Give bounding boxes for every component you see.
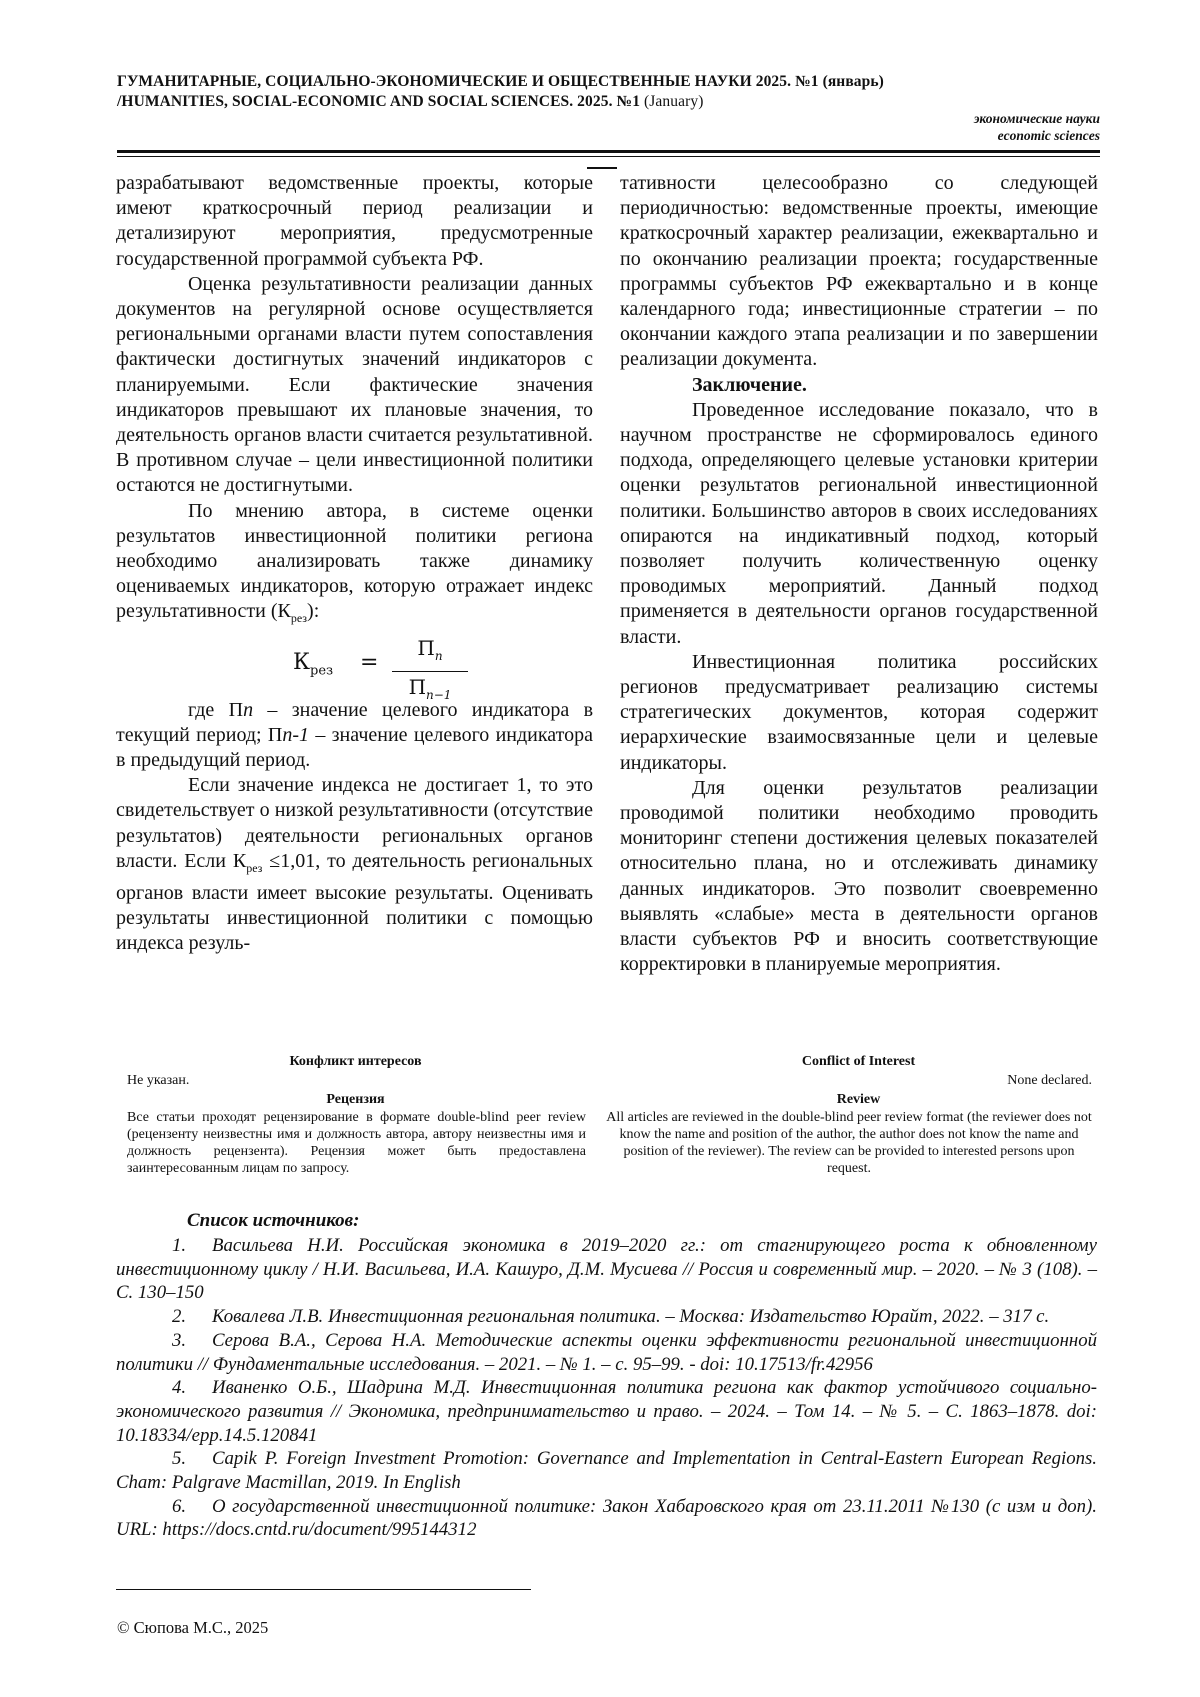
formula-numerator (392, 635, 468, 672)
reference-text: Ковалева Л.В. Инвестиционная региональная политика. – Москва: Издательство Юрайт, 2022. – 317 с. (212, 1306, 1050, 1328)
right-paragraph-4: Для оценки результатов реализации проводимой политики необходимо проводить мониторинг степени достижения целевых показателей относительно плана, но и отслеживать динамику данных индикаторов. Это позволит своевременно выявлять «слабые» места в деятельности органов власти субъектов РФ и вносить соответствующие корректировки в планируемые мероприятия. (620, 776, 1098, 976)
journal-title-ru: ГУМАНИТАРНЫЕ, СОЦИАЛЬНО-ЭКОНОМИЧЕСКИЕ И ОБЩЕСТВЕННЫЕ НАУКИ 2025. №1 (январь) (117, 73, 884, 90)
formula-denominator-symbol: П (408, 674, 427, 699)
formula-denominator (392, 672, 468, 710)
header-rule-thin (117, 156, 1100, 157)
right-column (620, 171, 1098, 978)
reference-item (116, 1234, 1097, 1305)
right-paragraph-2: Проведенное исследование показало, что в научном пространстве не сформировалось единого подхода, определяющего целевые установки критерии оценки результатов региональной инвестиционной политики. Большинство авторов в своих исследованиях опираются на индикативный подход, который позволяет получить количественную оценку проводимых мероприятий. Данный подход применяется в деятельности органов государственной власти. (620, 398, 1098, 648)
column-divider-mark (587, 167, 617, 169)
reference-number: 6. (172, 1495, 187, 1517)
review-ru-title: Рецензия (326, 1092, 385, 1107)
section-tag-en: economic sciences (997, 128, 1100, 143)
reference-text: О государственной инвестиционной политике: Закон Хабаровского края от 23.11.2011 №130 (с изм и доп). URL: https://docs.cntd.ru/document/995144312 (116, 1495, 1097, 1541)
header-rule-thick (117, 150, 1100, 153)
left-paragraph-3-sub: рез (290, 611, 308, 626)
p4-part-c: – значение целевого индикатора в текущий период; П (116, 698, 594, 746)
reference-item (116, 1495, 1097, 1542)
efficiency-index-formula (116, 632, 593, 702)
review-en-title: Review (836, 1092, 881, 1107)
section-tag-ru: экономические науки (973, 111, 1100, 126)
p4-part-e: – значение целевого индикатора в предыдущий период. (116, 723, 593, 772)
formula-numerator-sub: n (434, 648, 443, 663)
p5-part-a: Если значение индекса не достигает 1, то это свидетельствует о низкой результативности (отсутствие результатов) деятельности региональных органов власти. Если К (116, 774, 593, 872)
right-paragraph-1: тативности целесообразно со следующей периодичностью: ведомственные проекты, имеющие краткосрочный характер реализации, ежеквартально и по окончанию реализации проекта; государственные программы субъектов РФ ежеквартально и в конце календарного года; инвестиционные стратегии – по окончании каждого этапа реализации и по завершении реализации документа. (620, 172, 1098, 371)
reference-item (116, 1447, 1097, 1494)
p4-part-b: n (243, 698, 254, 721)
formula-lhs (293, 650, 333, 684)
formula-denominator-sub: n−1 (426, 687, 452, 702)
left-column (116, 171, 593, 957)
reference-number: 3. (172, 1329, 187, 1351)
formula-numerator-symbol: П (417, 635, 435, 660)
left-paragraph-3 (116, 499, 593, 632)
conflict-ru-text: Не указан. (127, 1073, 190, 1088)
conflict-ru-title: Конфликт интересов (289, 1054, 422, 1069)
p4-part-d: n-1 (282, 723, 310, 746)
journal-title (117, 72, 1097, 112)
references-title: Список источников: (187, 1210, 360, 1231)
p5-sub: рез (246, 860, 263, 875)
footnote-rule (116, 1589, 531, 1590)
formula-lhs-symbol: К (293, 649, 311, 675)
section-tag (974, 110, 1100, 144)
journal-title-en-main: /HUMANITIES, SOCIAL-ECONOMIC AND SOCIAL SCIENCES. 2025. №1 (117, 93, 641, 110)
conflict-en-text: None declared. (1007, 1073, 1092, 1088)
reference-item (116, 1376, 1097, 1447)
left-paragraph-2: Оценка результативности реализации данных документов на регулярной основе осуществляется региональными органами власти путем сопоставления фактически достигнутых значений индикаторов с планируемыми. Если фактические значения индикаторов превышают их плановые значения, то деятельность органов власти считается результативной. В противном случае – цели инвестиционной политики остаются не достигнутыми. (116, 272, 593, 497)
review-en-text: All articles are reviewed in the double-blind peer review format (the reviewer does not know the name and position of the author, the author does not know the name and position of the reviewer). The review can be provided to interested persons upon request. (606, 1110, 1092, 1176)
reference-number: 5. (172, 1448, 187, 1470)
left-paragraph-5 (116, 773, 593, 956)
formula-fraction (392, 635, 468, 710)
formula-equals: = (360, 649, 379, 675)
conclusion-heading: Заключение. (692, 373, 807, 396)
reference-text: Иваненко О.Б., Шадрина М.Д. Инвестиционная политика региона как фактор устойчивого социально- экономического развития // Экономика, предпринимательство и право. – 2024. – Том 14. – № 5. – С. 1863–1878. doi: 10.18334/epp.14.5.120841 (116, 1377, 1097, 1446)
journal-title-en-month: (January) (640, 93, 704, 110)
left-paragraph-1: разрабатывают ведомственные проекты, которые имеют краткосрочный период реализации и детализируют мероприятия, предусмотренные государственной программой субъекта РФ. (116, 172, 593, 270)
reference-number: 1. (172, 1235, 187, 1256)
formula-lhs-sub: рез (310, 663, 334, 679)
copyright-notice: © Сюпова М.С., 2025 (117, 1618, 269, 1637)
reference-number: 2. (172, 1306, 187, 1328)
left-paragraph-3-end: ): (307, 600, 320, 623)
reference-item (116, 1329, 1097, 1376)
reference-text: Серова В.А., Серова Н.А. Методические аспекты оценки эффективности региональной инвестиционной политики // Фундаментальные исследования. – 2021. – № 1. – с. 95–99. - doi: 10.17513/fr.42956 (116, 1329, 1097, 1375)
references-list (116, 1234, 1097, 1542)
reference-text: Васильева Н.И. Российская экономика в 2019–2020 гг.: от стагнирующего роста к обновленному инвестиционному циклу / Н.И. Васильева, И.А. Кашуро, Д.М. Мусиева // Россия и современный мир. – 2020. – № 3 (108). – С. 130–150 (116, 1235, 1097, 1304)
reference-text: Capik P. Foreign Investment Promotion: Governance and Implementation in Central-Eastern European Regions. Cham: Palgrave Macmillan, 2019. In English (116, 1448, 1097, 1494)
conflict-en-title: Conflict of Interest (801, 1054, 916, 1069)
left-paragraph-3-text: По мнению автора, в системе оценки результатов инвестиционной политики региона необходимо анализировать также динамику оцениваемых индикаторов, которую отражает индекс результативности (К (116, 499, 593, 623)
reference-number: 4. (172, 1377, 187, 1399)
p5-part-b: ≤1,01, то деятельность региональных органов власти имеет высокие результаты. Оценивать результаты инвестиционной политики с помощью индекса резуль- (116, 849, 593, 955)
left-paragraph-4 (116, 698, 593, 774)
review-ru-text: Все статьи проходят рецензирование в формате double-blind peer review (рецензенту неизвестны имя и должность автора, автору неизвестны имя и должность рецензента). Рецензия может быть предоставлена заинтересованным лицам по запросу. (127, 1110, 586, 1176)
journal-title-en (117, 92, 1097, 112)
reference-item (116, 1305, 1097, 1329)
p4-part-a: где П (188, 698, 244, 721)
right-paragraph-3: Инвестиционная политика российских регионов предусматривает реализацию системы стратегических документов, которая содержит иерархические взаимосвязанные цели и целевые индикаторы. (620, 650, 1098, 774)
